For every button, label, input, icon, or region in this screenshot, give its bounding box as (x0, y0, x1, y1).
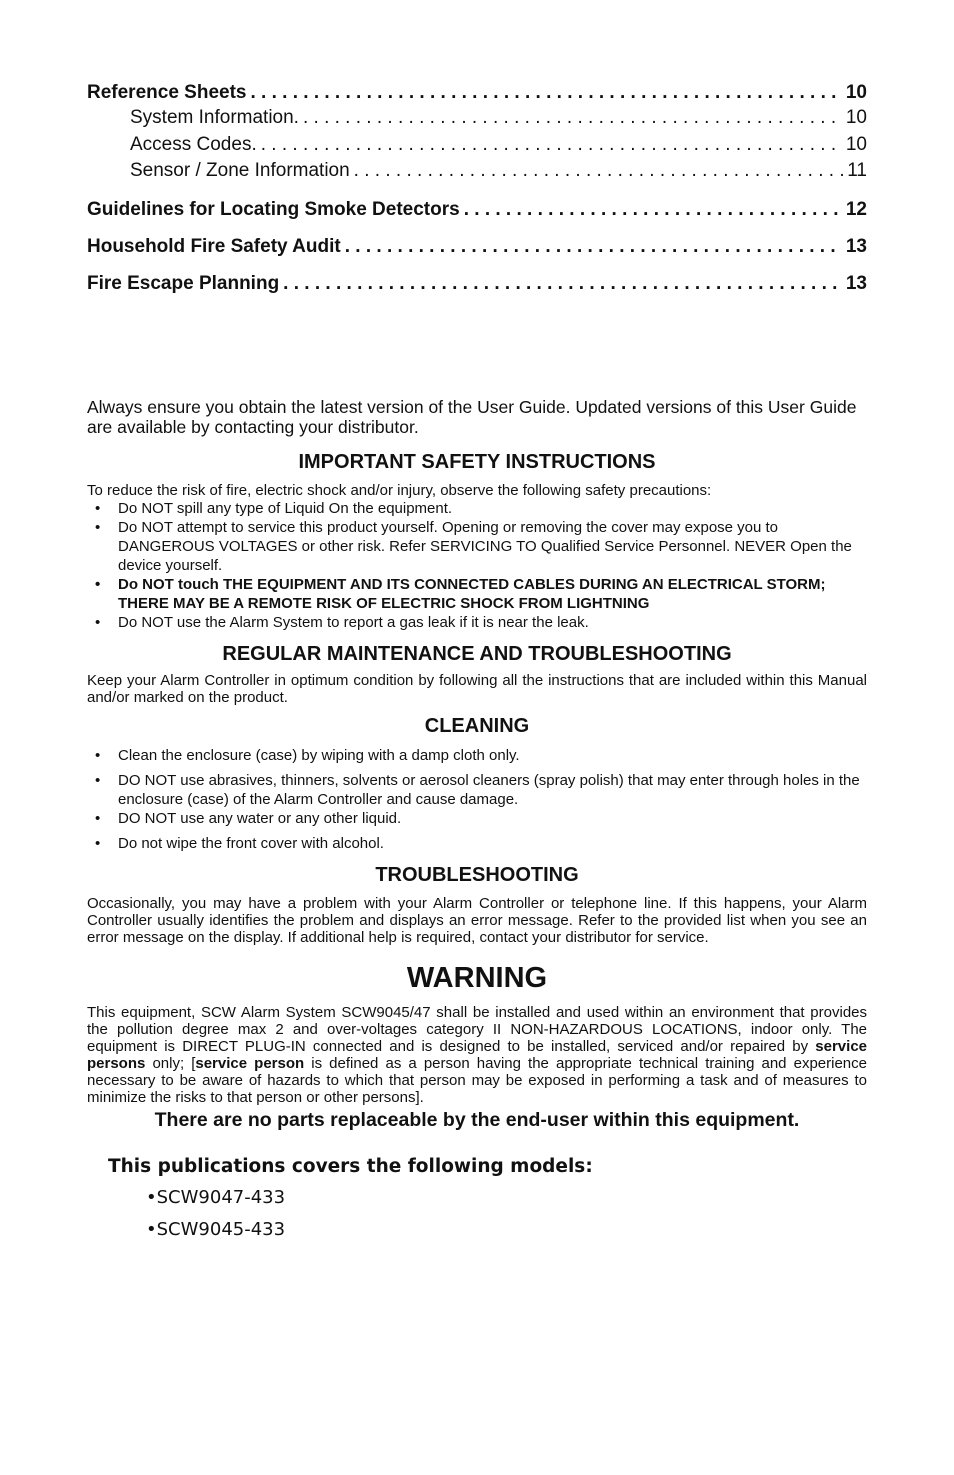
toc-entry-access-codes[interactable] (130, 133, 867, 157)
toc-page: 11 (847, 160, 867, 181)
toc-leader (354, 159, 844, 183)
safety-lead: To reduce the risk of fire, electric shock and/or injury, observe the following safety precautions: (87, 482, 712, 499)
toc-title: Reference Sheets (87, 82, 247, 103)
model-item: •SCW9045-433 (146, 1219, 286, 1240)
toc-entry-sensor-zone-information[interactable] (130, 159, 867, 183)
cleaning-heading: CLEANING (424, 715, 530, 737)
warning-text-part: is defined as a person having the appropriate technical training and experience necessary to be aware of hazards to which that person may be exposed in performing a task and of measures to minimize the risks to that person or other persons]. (87, 1055, 867, 1106)
toc-title: Guidelines for Locating Smoke Detectors (87, 199, 460, 220)
toc-title: Fire Escape Planning (87, 273, 280, 294)
cleaning-list (87, 746, 867, 853)
toc-leader (303, 106, 842, 130)
troubleshooting-heading: TROUBLESHOOTING (375, 864, 579, 886)
toc-entry-fire-safety-audit[interactable] (87, 235, 867, 259)
toc-leader (345, 235, 842, 259)
toc-leader (283, 272, 842, 296)
list-item: • Do NOT attempt to service this product yourself. Opening or removing the cover may expose you to DANGEROUS VOLTAGES or other risk. Refer SERVICING TO Qualified Service Personnel. NEVER Open the device yourself. (87, 518, 867, 575)
list-item: • DO NOT use abrasives, thinners, solvents or aerosol cleaners (spray polish) that may enter through holes in the enclosure (case) of the Alarm Controller and cause damage. (87, 771, 867, 809)
list-item: • Clean the enclosure (case) by wiping with a damp cloth only. (87, 746, 867, 765)
warning-bold-term: service persons (87, 1038, 867, 1072)
toc-title: System Information. (130, 107, 299, 128)
model-item: •SCW9047-433 (146, 1187, 286, 1208)
toc-entry-smoke-detectors[interactable] (87, 198, 867, 222)
toc-leader (464, 198, 842, 222)
toc-leader (261, 133, 842, 157)
warning-text-part: This equipment, SCW Alarm System SCW9045/47 shall be installed and used within an environment that provides the pollution degree max 2 and over-voltages category II NON-HAZARDOUS LOCATIONS, indoor only. The equipment is DIRECT PLUG-IN connected and is designed to be installed, serviced and/or repaired by (87, 1004, 867, 1055)
toc-title: Sensor / Zone Information (130, 160, 350, 181)
no-user-parts-notice: There are no parts replaceable by the end-user within this equipment. (154, 1109, 800, 1131)
warning-bold-term: service person (195, 1055, 305, 1072)
list-item: • Do NOT touch THE EQUIPMENT AND ITS CONNECTED CABLES DURING AN ELECTRICAL STORM; THERE MAY BE A REMOTE RISK OF ELECTRIC SHOCK FROM LIGHTNING (87, 575, 867, 613)
warning-text-part: only; [ (145, 1055, 196, 1072)
warning-text (87, 1004, 867, 1106)
list-item: • DO NOT use any water or any other liquid. (87, 809, 867, 828)
safety-list (87, 499, 867, 632)
toc-leader (250, 81, 841, 105)
toc-page: 12 (845, 199, 867, 220)
maintenance-text: Keep your Alarm Controller in optimum condition by following all the instructions that are included within this Manual and/or marked on the product. (87, 672, 867, 706)
toc-entry-system-information[interactable] (130, 106, 867, 130)
safety-heading: IMPORTANT SAFETY INSTRUCTIONS (298, 451, 656, 473)
troubleshooting-text: Occasionally, you may have a problem with your Alarm Controller or telephone line. If this happens, your Alarm Controller usually identifies the problem and displays an error message. Refer to the provided list when you see an error message on the display. If additional help is required, contact your distributor for service. (87, 895, 867, 946)
intro-paragraph: Always ensure you obtain the latest version of the User Guide. Updated versions of this User Guide are available by contacting your distributor. (87, 397, 857, 437)
list-item: • Do NOT spill any type of Liquid On the equipment. (87, 499, 867, 518)
toc-page: 13 (845, 273, 867, 294)
toc-page: 13 (845, 236, 867, 257)
toc-page: 10 (845, 82, 867, 103)
models-title: This publications covers the following models: (108, 1156, 593, 1177)
warning-heading: WARNING (406, 962, 548, 994)
maintenance-heading: REGULAR MAINTENANCE AND TROUBLESHOOTING (222, 643, 732, 665)
toc-title: Household Fire Safety Audit (87, 236, 341, 257)
toc-page: 10 (845, 134, 867, 155)
list-item: • Do not wipe the front cover with alcohol. (87, 834, 867, 853)
toc-title: Access Codes. (130, 134, 257, 155)
toc-entry-fire-escape-planning[interactable] (87, 272, 867, 296)
toc-entry-reference-sheets[interactable] (87, 81, 867, 105)
list-item: • Do NOT use the Alarm System to report a gas leak if it is near the leak. (87, 613, 867, 632)
toc-page: 10 (845, 107, 867, 128)
